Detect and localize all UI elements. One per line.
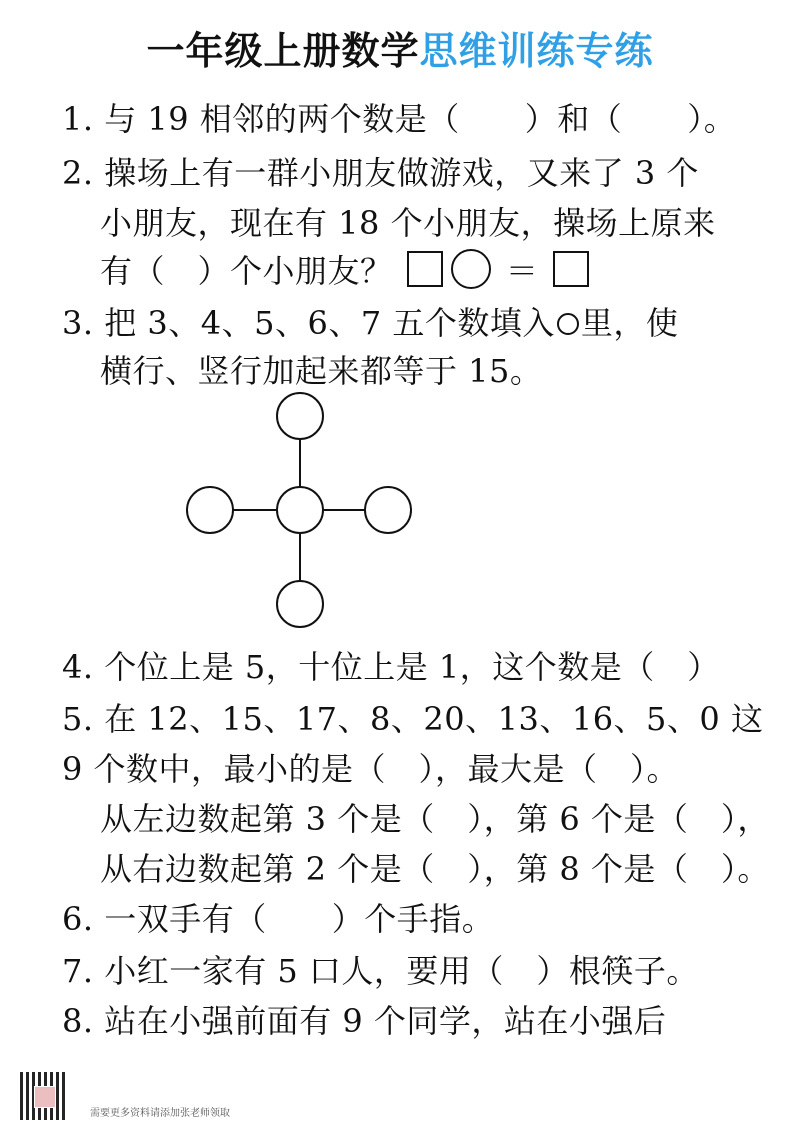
question-4: 4. 个位上是 5，十位上是 1，这个数是（ ） bbox=[62, 648, 720, 686]
title-part1: 一年级上册数学 bbox=[146, 29, 420, 73]
circle-top[interactable] bbox=[277, 393, 323, 439]
question-6: 6. 一双手有（ ）个手指。 bbox=[62, 900, 495, 938]
question-5-line3: 从左边数起第 3 个是（ ），第 6 个是（ ）， bbox=[100, 800, 770, 838]
title-part2: 思维训练专练 bbox=[419, 29, 654, 73]
equals-sign: ＝ bbox=[505, 252, 539, 290]
footer-text: 需要更多资料请添加张老师领取 bbox=[90, 1108, 230, 1119]
question-7: 7. 小红一家有 5 口人，要用（ ）根筷子。 bbox=[62, 952, 699, 990]
operator-circle[interactable] bbox=[451, 249, 491, 289]
question-3-line1 bbox=[62, 296, 678, 350]
circle-right[interactable] bbox=[365, 487, 411, 533]
question-3-text-b: 里，使 bbox=[580, 304, 679, 342]
question-1: 1. 与 19 相邻的两个数是（ ）和（ ）。 bbox=[62, 100, 737, 138]
question-2-line2: 小朋友，现在有 18 个小朋友，操场上原来 bbox=[100, 204, 716, 242]
question-2-line3 bbox=[100, 244, 593, 298]
question-2-text: 有（ ）个小朋友？ bbox=[100, 252, 393, 290]
question-8: 8. 站在小强前面有 9 个同学，站在小强后 bbox=[62, 1002, 667, 1040]
footer bbox=[20, 1072, 780, 1122]
question-3-line2: 横行、竖行加起来都等于 15。 bbox=[100, 352, 543, 390]
question-2-line1: 2. 操场上有一群小朋友做游戏，又来了 3 个 bbox=[62, 154, 699, 192]
answer-box-2[interactable] bbox=[553, 251, 589, 287]
cross-circle-diagram bbox=[180, 390, 420, 630]
answer-box-1[interactable] bbox=[407, 251, 443, 287]
question-5-line1: 5. 在 12、15、17、8、20、13、16、5、0 这 bbox=[62, 700, 764, 738]
question-5-line2: 9 个数中，最小的是（ ），最大是（ ）。 bbox=[62, 750, 680, 788]
circle-bottom[interactable] bbox=[277, 581, 323, 627]
circle-left[interactable] bbox=[187, 487, 233, 533]
question-3-text-a: 3. 把 3、4、5、6、7 五个数填入 bbox=[62, 304, 555, 342]
circle-center[interactable] bbox=[277, 487, 323, 533]
question-5-line4: 从右边数起第 2 个是（ ），第 8 个是（ ）。 bbox=[100, 850, 770, 888]
qr-code-icon[interactable] bbox=[20, 1072, 68, 1120]
worksheet-title bbox=[0, 20, 800, 75]
small-circle-icon bbox=[557, 313, 579, 335]
